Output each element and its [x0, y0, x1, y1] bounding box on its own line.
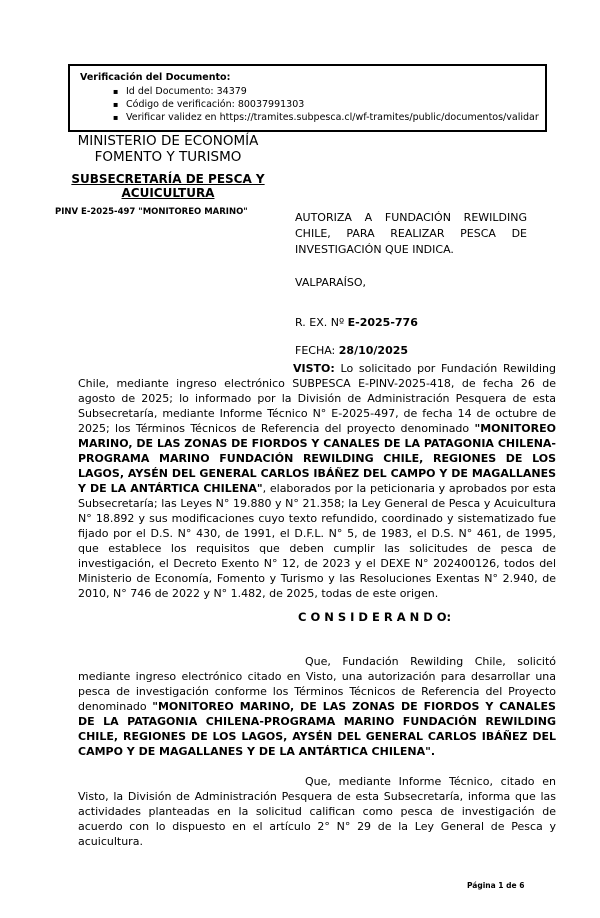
city-line: VALPARAÍSO, [295, 276, 367, 289]
ministry-name-line1: MINISTERIO DE ECONOMÍA [77, 133, 259, 149]
verification-title: Verificación del Documento: [80, 72, 231, 83]
visto-label: VISTO: [293, 362, 335, 375]
considerando-p1-intro: Que, Fundación Rewilding Chile, solicitó mediante ingreso electrónico citado en Visto, una autorización para desarrollar una pesca de investigación conforme los Términos Técnicos de Referencia del Proyecto denominado [78, 655, 556, 713]
visto-rest: , elaborados por la peticionaria y aprobados por esta Subsecretaría; las Leyes N° 19.880 y N° 21.358; la Ley General de Pesca y Acuicultura N° 18.892 y sus modificaciones cuyo texto refundido, coordinado y sistematizado fue fijado por el D.S. N° 430, de 1991, el D.F.L. N° 5, de 1983, el D.S. N° 461, de 1995, que establece los requisitos que deben cumplir las solicitudes de pesca de investigación, el Decreto Exento N° 12, de 2023 y el DEXE N° 202400126, todos del Ministerio de Economía, Fomento y Turismo y las Resoluciones Exentas N° 2.940, de 2010, N° 746 de 2022 y N° 1.482, de 2025, todas de este origen. [78, 482, 556, 600]
project-reference: PINV E-2025-497 "MONITOREO MARINO" [55, 207, 248, 217]
page-indicator: Página 1 de 6 [467, 881, 525, 890]
resolution-label: R. EX. Nº [295, 316, 348, 329]
verification-box [68, 64, 547, 132]
document-body [78, 361, 556, 857]
title-block [295, 210, 557, 359]
verification-code: ▪ Código de verificación: 80037991303 [113, 98, 539, 111]
letterhead [42, 133, 294, 217]
date-value: 28/10/2025 [338, 344, 409, 357]
date-label: FECHA: [295, 344, 339, 357]
date-line [295, 343, 557, 359]
considerando-heading: C O N S I D E R A N D O: [298, 610, 452, 624]
considerando-paragraph-2: Que, mediante Informe Técnico, citado en Visto, la División de Administración Pesquera de esta Subsecretaría, informa que las actividades planteadas en la solicitud califican como pesca de investigación de acuerdo con lo dispuesto en el artículo 2° N° 29 de la Ley General de Pesca y acuicultura. [78, 775, 556, 848]
visto-project-name: "MONITOREO MARINO, DE LAS ZONAS DE FIORDOS Y CANALES DE LA PATAGONIA CHILENA-PROGRAMA MARINO FUNDACIÓN REWILDING CHILE, REGIONES DE LOS LAGOS, AYSÉN DEL GENERAL CARLOS IBÁÑEZ DEL CAMPO Y DE MAGALLANES Y DE LA ANTÁRTICA CHILENA" [78, 422, 556, 495]
verification-url: ▪ Verificar validez en https://tramites.subpesca.cl/wf-tramites/public/documentos/validar [113, 111, 539, 124]
ministry-name-line2: FOMENTO Y TURISMO [94, 149, 242, 165]
visto-intro: Lo solicitado por Fundación Rewilding Chile, mediante ingreso electrónico SUBPESCA E-PINV-2025-418, de fecha 26 de agosto de 2025; lo informado por la División de Administración Pesquera de esta Subsecretaría, mediante Informe Técnico N° E-2025-497, de fecha 14 de octubre de 2025; los Términos Técnicos de Referencia del proyecto denominado [78, 362, 556, 435]
verification-document-id: ▪ Id del Documento: 34379 [113, 85, 539, 98]
considerando-paragraph-1 [78, 654, 556, 759]
subsecretaria-title: SUBSECRETARÍA DE PESCA Y ACUICULTURA [71, 172, 265, 200]
resolution-number: E-2025-776 [347, 316, 418, 329]
verification-list [80, 85, 539, 124]
considerando-p1-project-name: "MONITOREO MARINO, DE LAS ZONAS DE FIORDOS Y CANALES DE LA PATAGONIA CHILENA-PROGRAMA MARINO FUNDACIÓN REWILDING CHILE, REGIONES DE LOS LAGOS, AYSÉN DEL GENERAL CARLOS IBÁÑEZ DEL CAMPO Y DE MAGALLANES Y DE LA ANTÁRTICA CHILENA". [78, 700, 556, 758]
visto-paragraph [78, 361, 556, 601]
resolution-number-line [295, 315, 557, 331]
subject-line: AUTORIZA A FUNDACIÓN REWILDING CHILE, PARA REALIZAR PESCA DE INVESTIGACIÓN QUE INDICA. [295, 211, 527, 256]
